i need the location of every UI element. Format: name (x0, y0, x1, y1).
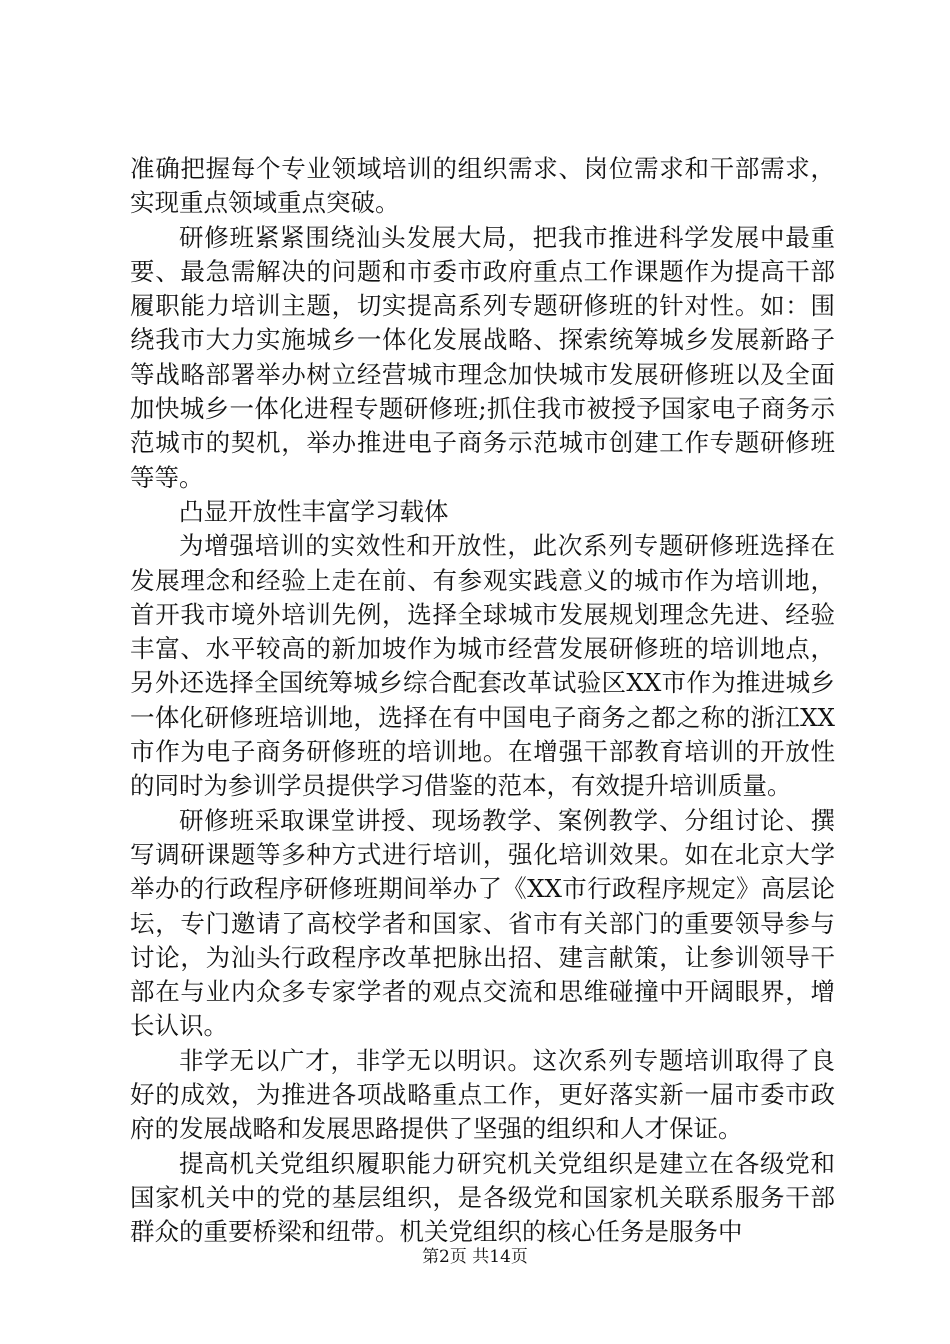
paragraph-openness: 为增强培训的实效性和开放性，此次系列专题研修班选择在发展理念和经验上走在前、有参观实践意义的城市作为培训地，首开我市境外培训先例，选择全球城市发展规划理念先进、经验丰富、水平较高的新加坡作为城市经营发展研修班的培训地点，另外还选择全国统筹城乡综合配套改革试验区XX市作为推进城乡一体化研修班培训地，选择在有中国电子商务之都之称的浙江XX市作为电子商务研修班的培训地。在增强干部教育培训的开放性的同时为参训学员提供学习借鉴的范本，有效提升培训质量。 (130, 531, 835, 801)
document-body (130, 152, 835, 1250)
page-number-footer: 第2页 共14页 (422, 1247, 528, 1267)
paragraph-training-theme: 研修班紧紧围绕汕头发展大局，把我市推进科学发展中最重要、最急需解决的问题和市委市政府重点工作课题作为提高干部履职能力培训主题，切实提高系列专题研修班的针对性。如：围绕我市大力实施城乡一体化发展战略、探索统筹城乡发展新路子等战略部署举办树立经营城市理念加快城市发展研修班以及全面加快城乡一体化进程专题研修班;抓住我市被授予国家电子商务示范城市的契机，举办推进电子商务示范城市创建工作专题研修班等等。 (130, 222, 835, 492)
section-heading: 凸显开放性丰富学习载体 (179, 496, 449, 526)
paragraph-party-organization: 提高机关党组织履职能力研究机关党组织是建立在各级党和国家机关中的党的基层组织，是各级党和国家机关联系服务干部群众的重要桥梁和纽带。机关党组织的核心任务是服务中 (130, 1148, 835, 1247)
paragraph-continued: 准确把握每个专业领域培训的组织需求、岗位需求和干部需求，实现重点领域重点突破。 (130, 154, 835, 218)
paragraph-methods: 研修班采取课堂讲授、现场教学、案例教学、分组讨论、撰写调研课题等多种方式进行培训，强化培训效果。如在北京大学举办的行政程序研修班期间举办了《XX市行政程序规定》高层论坛，专门邀请了高校学者和国家、省市有关部门的重要领导参与讨论，为汕头行政程序改革把脉出招、建言献策，让参训领导干部在与业内众多专家学者的观点交流和思维碰撞中开阔眼界，增长认识。 (130, 805, 835, 1041)
paragraph-results: 非学无以广才，非学无以明识。这次系列专题培训取得了良好的成效，为推进各项战略重点工作，更好落实新一届市委市政府的发展战略和发展思路提供了坚强的组织和人才保证。 (130, 1045, 835, 1144)
